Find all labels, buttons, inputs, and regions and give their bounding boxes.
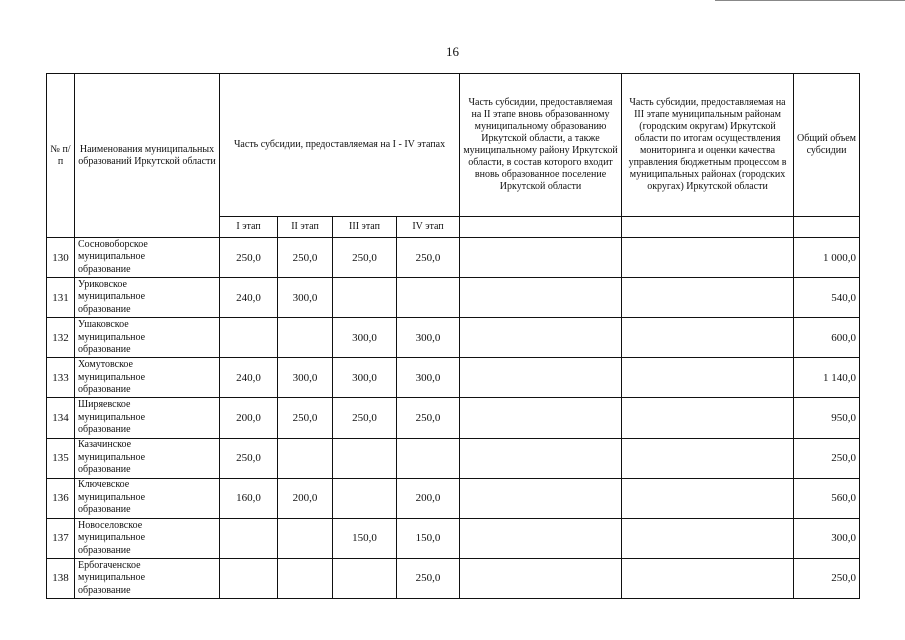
municipality-name	[75, 318, 220, 358]
stage-3-value: 300,0	[333, 358, 397, 398]
stage-1-value	[220, 558, 278, 598]
municipality-name-line: образование	[78, 584, 131, 596]
header-stage3-monitoring: Часть субсидии, предоставляемая на III этапе муниципальным районам (городским округам) Иркутской области по итогам осуществления мониторинга и оценки качества управления бюджетным процессом в муниципальных районах (городских округах) Иркутской области	[622, 74, 794, 217]
municipality-name-line: муниципальное	[78, 411, 146, 423]
municipality-name-line: образование	[78, 504, 131, 516]
stage2-new-value	[460, 478, 622, 518]
header-stage-2: II этап	[278, 217, 333, 238]
municipality-name-line: Уриковское	[78, 278, 127, 290]
stage2-new-value	[460, 318, 622, 358]
page-number: 16	[446, 44, 459, 59]
total-value: 300,0	[794, 518, 860, 558]
stage-4-value	[397, 278, 460, 318]
municipality-name-line: Казачинское	[78, 439, 132, 451]
municipality-name-line: муниципальное	[78, 251, 146, 263]
stage3-monitoring-value	[622, 398, 794, 438]
stage-3-value	[333, 478, 397, 518]
stage-2-value: 250,0	[278, 398, 333, 438]
stage2-new-value	[460, 238, 622, 278]
stage-4-value: 200,0	[397, 478, 460, 518]
stage-1-value	[220, 318, 278, 358]
stage-3-value	[333, 278, 397, 318]
table-body	[47, 238, 860, 599]
municipality-name-line: образование	[78, 263, 131, 275]
total-value: 600,0	[794, 318, 860, 358]
header-stage3-monitoring-blank	[622, 217, 794, 238]
table-row	[47, 518, 860, 558]
stage-1-value: 160,0	[220, 478, 278, 518]
stage2-new-value	[460, 358, 622, 398]
table-row	[47, 238, 860, 278]
total-value: 250,0	[794, 438, 860, 478]
header-name: Наименования муниципальных образований Иркутской области	[75, 74, 220, 238]
stage-4-value: 150,0	[397, 518, 460, 558]
total-value: 540,0	[794, 278, 860, 318]
row-number: 132	[47, 318, 75, 358]
row-number: 130	[47, 238, 75, 278]
stage-3-value	[333, 558, 397, 598]
row-number: 138	[47, 558, 75, 598]
stage-1-value: 200,0	[220, 398, 278, 438]
stage3-monitoring-value	[622, 278, 794, 318]
stage2-new-value	[460, 558, 622, 598]
municipality-name-line: муниципальное	[78, 491, 146, 503]
header-num: № п/п	[47, 74, 75, 238]
municipality-name	[75, 358, 220, 398]
municipality-name	[75, 518, 220, 558]
total-value: 1 140,0	[794, 358, 860, 398]
municipality-name	[75, 278, 220, 318]
municipality-name-line: Хомутовское	[78, 359, 133, 371]
municipality-name-line: Ключевское	[78, 479, 130, 491]
stage-2-value: 250,0	[278, 238, 333, 278]
row-number: 133	[47, 358, 75, 398]
municipality-name-line: образование	[78, 424, 131, 436]
stage-3-value: 150,0	[333, 518, 397, 558]
header-stage-1: I этап	[220, 217, 278, 238]
municipality-name-line: муниципальное	[78, 451, 146, 463]
header-stage-3: III этап	[333, 217, 397, 238]
total-value: 1 000,0	[794, 238, 860, 278]
header-stage2-new: Часть субсидии, предоставляемая на II этапе вновь образованному муниципальному образованию Иркутской области, а также муниципальному району Иркутской области, в состав которого входит вновь образованное поселение Иркутской области	[460, 74, 622, 217]
row-number: 136	[47, 478, 75, 518]
total-value: 250,0	[794, 558, 860, 598]
municipality-name-line: Ширяевское	[78, 399, 131, 411]
stage3-monitoring-value	[622, 438, 794, 478]
municipality-name-line: муниципальное	[78, 371, 146, 383]
table-row	[47, 358, 860, 398]
stage-4-value: 250,0	[397, 558, 460, 598]
top-edge-rule	[715, 0, 905, 1]
stage3-monitoring-value	[622, 518, 794, 558]
stage-2-value: 200,0	[278, 478, 333, 518]
table-row	[47, 438, 860, 478]
stage3-monitoring-value	[622, 238, 794, 278]
stage2-new-value	[460, 518, 622, 558]
stage-3-value: 250,0	[333, 238, 397, 278]
row-number: 137	[47, 518, 75, 558]
table-row	[47, 558, 860, 598]
header-total: Общий объем субсидии	[794, 74, 860, 217]
municipality-name-line: Сосновоборское	[78, 238, 148, 250]
stage-1-value: 240,0	[220, 278, 278, 318]
municipality-name-line: образование	[78, 544, 131, 556]
stage-2-value: 300,0	[278, 278, 333, 318]
subsidy-table	[46, 73, 860, 599]
municipality-name-line: Ербогаченское	[78, 559, 141, 571]
total-value: 950,0	[794, 398, 860, 438]
table-row	[47, 318, 860, 358]
stage-3-value	[333, 438, 397, 478]
stage3-monitoring-value	[622, 478, 794, 518]
stage2-new-value	[460, 398, 622, 438]
municipality-name-line: образование	[78, 344, 131, 356]
municipality-name-line: муниципальное	[78, 532, 146, 544]
stage-1-value: 240,0	[220, 358, 278, 398]
stage-4-value: 250,0	[397, 238, 460, 278]
header-total-blank	[794, 217, 860, 238]
table-row	[47, 478, 860, 518]
stage2-new-value	[460, 278, 622, 318]
row-number: 135	[47, 438, 75, 478]
stage-4-value: 300,0	[397, 318, 460, 358]
municipality-name	[75, 238, 220, 278]
stage-1-value	[220, 518, 278, 558]
municipality-name-line: Ушаковское	[78, 319, 129, 331]
stage3-monitoring-value	[622, 558, 794, 598]
row-number: 134	[47, 398, 75, 438]
table-row	[47, 278, 860, 318]
header-stages-group: Часть субсидии, предоставляемая на I - IV этапах	[220, 74, 460, 217]
stage-2-value	[278, 438, 333, 478]
table-row	[47, 398, 860, 438]
municipality-name	[75, 398, 220, 438]
municipality-name-line: образование	[78, 303, 131, 315]
stage-4-value: 250,0	[397, 398, 460, 438]
stage-4-value	[397, 438, 460, 478]
municipality-name-line: образование	[78, 464, 131, 476]
header-stage2-new-blank	[460, 217, 622, 238]
stage3-monitoring-value	[622, 358, 794, 398]
municipality-name	[75, 478, 220, 518]
municipality-name-line: муниципальное	[78, 291, 146, 303]
stage-3-value: 250,0	[333, 398, 397, 438]
municipality-name	[75, 558, 220, 598]
stage3-monitoring-value	[622, 318, 794, 358]
municipality-name-line: муниципальное	[78, 331, 146, 343]
stage-4-value: 300,0	[397, 358, 460, 398]
municipality-name-line: Новоселовское	[78, 519, 143, 531]
header-stage-4: IV этап	[397, 217, 460, 238]
stage-2-value	[278, 558, 333, 598]
stage-1-value: 250,0	[220, 238, 278, 278]
municipality-name	[75, 438, 220, 478]
municipality-name-line: муниципальное	[78, 572, 146, 584]
municipality-name-line: образование	[78, 384, 131, 396]
stage-1-value: 250,0	[220, 438, 278, 478]
stage-3-value: 300,0	[333, 318, 397, 358]
total-value: 560,0	[794, 478, 860, 518]
stage-2-value	[278, 518, 333, 558]
stage-2-value: 300,0	[278, 358, 333, 398]
stage2-new-value	[460, 438, 622, 478]
stage-2-value	[278, 318, 333, 358]
row-number: 131	[47, 278, 75, 318]
